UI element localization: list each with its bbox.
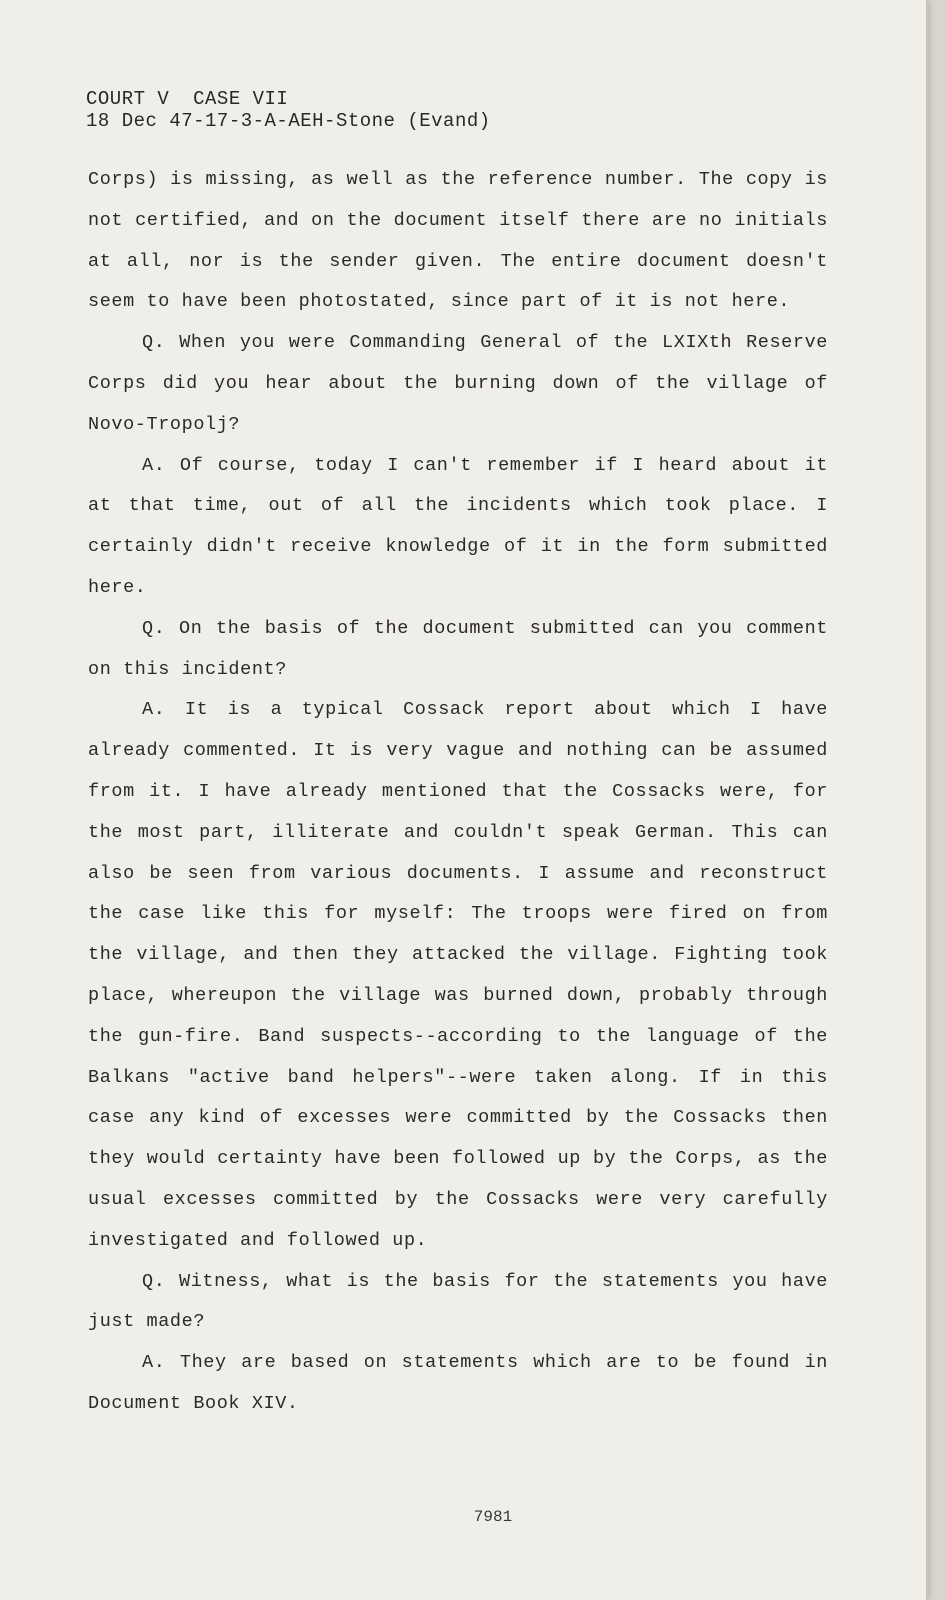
question-paragraph: Q. When you were Commanding General of the LXIXth Reserve Corps did you hear about the burning down of the village of Novo-Tropolj? xyxy=(88,332,828,435)
question-paragraph: Q. Witness, what is the basis for the statements you have just made? xyxy=(88,1270,828,1333)
document-header xyxy=(86,88,491,132)
page-number: 7981 xyxy=(473,1508,513,1526)
answer-paragraph: A. They are based on statements which are to be found in Document Book XIV. xyxy=(88,1352,828,1414)
answer-paragraph: A. Of course, today I can't remember if I heard about it at that time, out of all the incidents which took place. I certainly didn't receive knowledge of it in the form submitted here. xyxy=(88,454,828,598)
question-paragraph: Q. On the basis of the document submitted can you comment on this incident? xyxy=(88,617,828,680)
transcript-body xyxy=(88,160,828,1425)
case-heading: COURT V CASE VII xyxy=(86,88,289,110)
answer-paragraph: A. It is a typical Cossack report about which I have already commented. It is very vague and nothing can be assumed from it. I have already mentioned that the Cossacks were, for the most part, illiterate and couldn't speak German. This can also be seen from various documents. I assume and reconstruct the case like this for myself: The troops were fired on from the village, and then they attacked the village. Fighting took place, whereupon the village was burned down, probably through the gun-fire. Band suspects--according to the language of the Balkans "active band helpers"--were taken along. If in this case any kind of excesses were committed by the Cossacks then they would certainty have been followed up by the Corps, as the usual excesses committed by the Cossacks were very carefully investigated and followed up. xyxy=(88,699,828,1251)
session-reference: 18 Dec 47-17-3-A-AEH-Stone (Evand) xyxy=(86,110,491,132)
paragraph-continuation: Corps) is missing, as well as the reference number. The copy is not certified, and on the document itself there are no initials at all, nor is the sender given. The entire document doesn't seem to have been photostated, since part of it is not here. xyxy=(88,169,828,313)
